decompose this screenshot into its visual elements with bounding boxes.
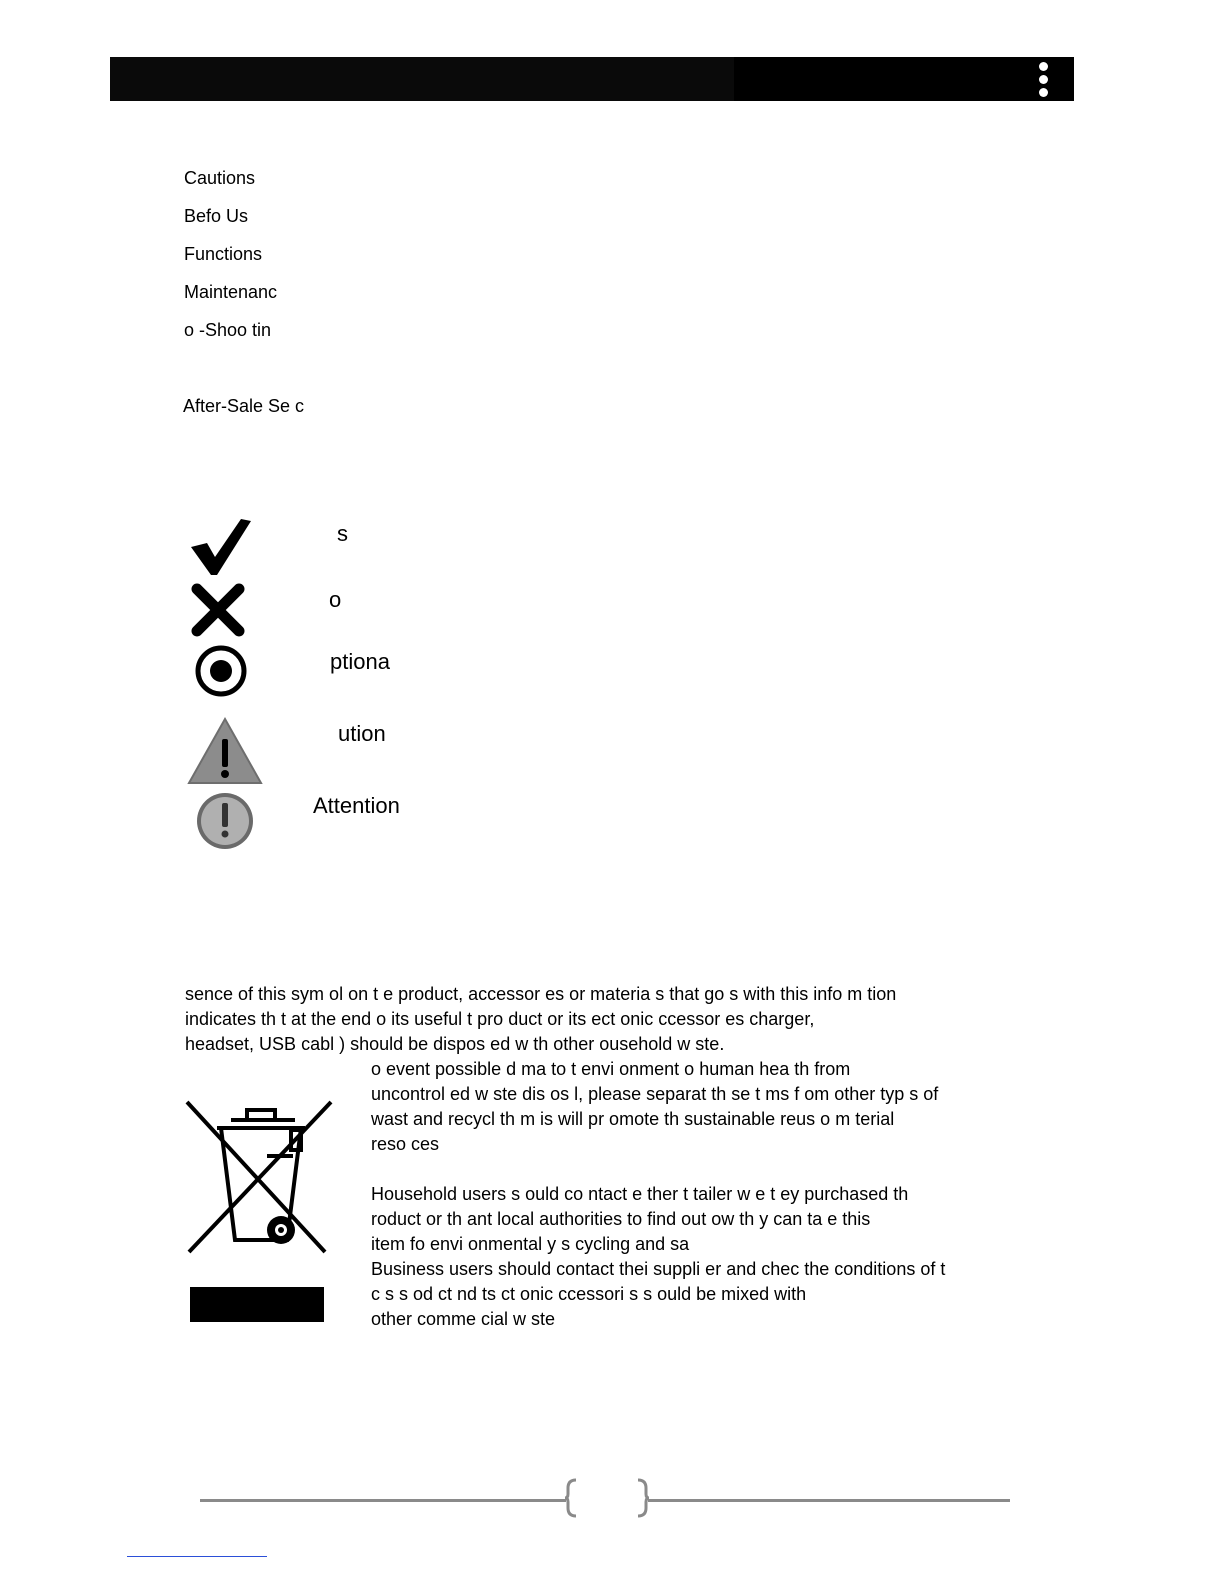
legend-row-no — [185, 583, 605, 647]
legend-row-attention — [185, 789, 605, 853]
attention-circle-icon — [185, 789, 265, 853]
more-menu-icon — [1037, 62, 1049, 98]
legend-row-optional — [185, 645, 605, 709]
cross-icon — [185, 583, 255, 639]
legend-row-caution — [185, 715, 605, 779]
weee-body-line: item fo envi onmental y s cycling and sa — [371, 1234, 690, 1254]
toc-item-functions[interactable]: Functions — [184, 244, 263, 264]
weee-intro-line: sence of this sym ol on t e product, accessor es or materia s that go s with this info m tion — [185, 984, 897, 1004]
toc-item-cautions[interactable]: Cautions — [184, 168, 256, 188]
legend-label-caution: ution — [338, 721, 386, 746]
weee-body-line: other comme cial w ste — [371, 1309, 556, 1329]
weee-body-line: c s s od ct nd ts ct onic ccessori s s ould be mixed with — [371, 1284, 807, 1304]
toc-item-maintenance[interactable]: Maintenanc — [184, 282, 278, 302]
right-brace-icon — [636, 1478, 650, 1518]
toc-item-before-use[interactable]: Befo Us — [184, 206, 249, 226]
link-underline[interactable] — [127, 1556, 267, 1557]
toc-item-trouble-shooting[interactable]: o -Shoo tin — [184, 320, 272, 340]
legend-label-optional: ptiona — [330, 649, 390, 674]
weee-body-line: wast and recycl th m is will pr omote th sustainable reus o m terial — [371, 1109, 895, 1129]
page-footer — [200, 1478, 1012, 1522]
header-bar — [110, 57, 1074, 101]
legend-label-attention: Attention — [313, 793, 400, 818]
checkmark-icon — [185, 515, 255, 577]
weee-intro-line: headset, USB cabl ) should be dispos ed w th other ousehold w ste. — [185, 1034, 725, 1054]
weee-body-line: Business users should contact thei suppli er and chec the conditions of t — [371, 1259, 946, 1279]
optional-dot-icon — [185, 645, 255, 701]
footer-rule-left — [200, 1499, 566, 1502]
crossed-out-wheelie-bin-icon — [183, 1098, 335, 1258]
weee-body-line: reso ces — [371, 1134, 440, 1154]
legend-label-no: o — [329, 587, 342, 612]
weee-body-line: o event possible d ma to t envi onment o human hea th from — [371, 1059, 851, 1079]
legend-row-yes — [185, 515, 605, 579]
left-brace-icon — [564, 1478, 578, 1518]
weee-body-line: Household users s ould co ntact e ther t tailer w e t ey purchased th — [371, 1184, 909, 1204]
weee-body-line: uncontrol ed w ste dis os l, please separat th se t ms f om other typ s of — [371, 1084, 939, 1104]
weee-intro-paragraph — [185, 982, 1025, 1057]
legend-label-yes: s — [337, 521, 348, 546]
weee-black-bar — [190, 1287, 324, 1322]
weee-intro-line: indicates th t at the end o its useful t pro duct or its ect onic ccessor es charger, — [185, 1009, 815, 1029]
weee-body-line: roduct or th ant local authorities to find out ow th y can ta e this — [371, 1209, 871, 1229]
toc-item-after-sale-service[interactable]: After-Sale Se c — [183, 396, 305, 416]
footer-rule-right — [648, 1499, 1010, 1502]
warning-triangle-icon — [185, 715, 265, 787]
weee-body-paragraph — [371, 1057, 1031, 1332]
paragraph-spacer — [371, 1157, 1031, 1182]
